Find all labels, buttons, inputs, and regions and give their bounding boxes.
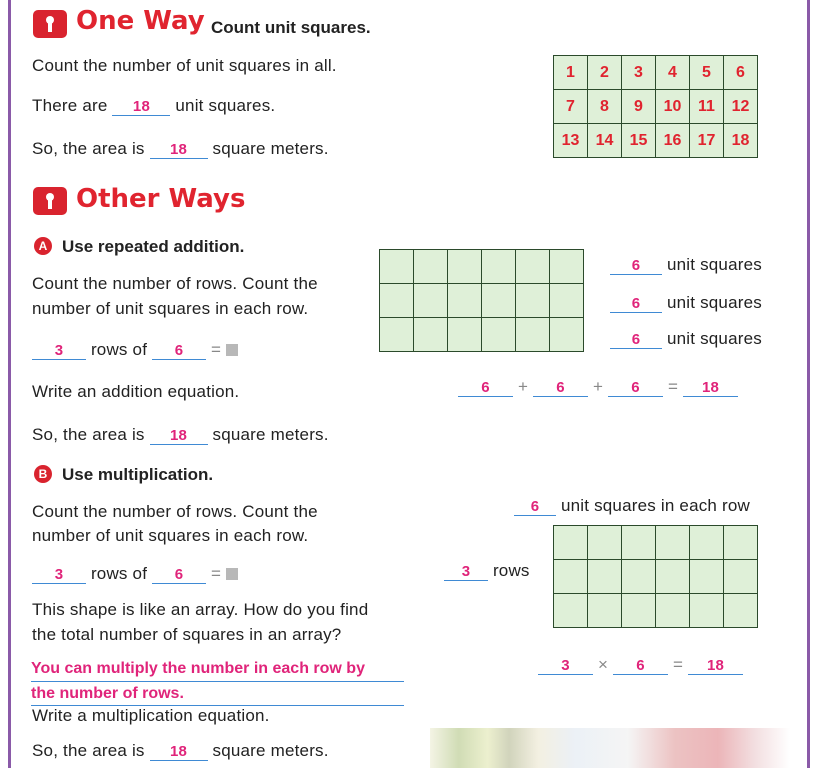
row-label: 6 unit squares [610,255,762,275]
answer-blank: 3 [32,343,86,360]
answer-line-2: the number of rows. [31,685,184,702]
unknown-square [226,344,238,356]
one-way-area-line: So, the area is 18 square meters. [32,139,329,158]
page-border-left [8,0,11,768]
grid-cell: 5 [690,56,724,90]
section-a-badge: A [34,237,52,255]
addition-equation: 6 + 6 + 6 = 18 [458,377,738,397]
answer-blank: 3 [32,567,86,584]
answer-blank: 3 [444,564,488,581]
grid-cell: 14 [588,124,622,158]
one-way-instruction: Count the number of unit squares in all. [32,56,337,75]
grid-cell: 3 [622,56,656,90]
section-b-title: Use multiplication. [62,465,214,484]
answer-line-1: You can multiply the number in each row by [31,660,365,677]
section-a-instruction-1: Count the number of rows. Count the [32,274,318,293]
grid-cell: 16 [656,124,690,158]
answer-blank: 6 [608,380,663,397]
answer-underline [31,681,404,682]
answer-blank: 18 [112,99,170,116]
grid-cell: 7 [554,90,588,124]
one-way-subtitle: Count unit squares. [211,18,371,37]
grid-cell: 13 [554,124,588,158]
one-way-heading: One Way [76,6,205,36]
answer-blank: 6 [610,296,662,313]
row-label: 6 unit squares [610,329,762,349]
section-b-badge: B [34,465,52,483]
rows-label: 3 rows [444,561,530,581]
answer-blank: 18 [683,380,738,397]
section-a-title: Use repeated addition. [62,237,245,256]
page-border-right [807,0,810,768]
section-b-rows-line: 3 rows of 6 = [32,564,238,584]
multiplication-equation: 3 × 6 = 18 [538,655,743,675]
other-ways-heading: Other Ways [76,184,246,214]
row-label: 6 unit squares [610,293,762,313]
answer-blank: 6 [610,332,662,349]
grid-cell: 9 [622,90,656,124]
section-b-instruction-2: number of unit squares in each row. [32,526,309,545]
grid-cell: 2 [588,56,622,90]
grid-cell: 11 [690,90,724,124]
numbered-grid [553,55,758,158]
blurred-watermark [430,728,790,768]
answer-blank: 6 [514,499,556,516]
answer-blank: 6 [610,258,662,275]
answer-blank: 18 [150,744,208,761]
section-b-area-line: So, the area is 18 square meters. [32,741,329,760]
answer-blank: 18 [150,428,208,445]
key-icon [33,187,67,215]
section-a-rows-line: 3 rows of 6 = [32,340,238,360]
grid-cell: 15 [622,124,656,158]
array-grid-a [379,249,584,352]
grid-cell: 18 [724,124,758,158]
there-are-line: There are 18 unit squares. [32,96,276,115]
grid-cell: 1 [554,56,588,90]
grid-cell: 10 [656,90,690,124]
unknown-square [226,568,238,580]
key-icon [33,10,67,38]
section-a-area-line: So, the area is 18 square meters. [32,425,329,444]
answer-blank: 18 [150,142,208,159]
array-grid-b [553,525,758,628]
grid-cell: 8 [588,90,622,124]
answer-blank: 6 [533,380,588,397]
answer-blank: 6 [458,380,513,397]
section-b-write-equation: Write a multiplication equation. [32,706,270,725]
grid-cell: 17 [690,124,724,158]
answer-blank: 18 [688,658,743,675]
answer-blank: 6 [152,343,206,360]
answer-blank: 3 [538,658,593,675]
array-question-2: the total number of squares in an array? [32,625,342,644]
grid-cell: 12 [724,90,758,124]
answer-blank: 6 [613,658,668,675]
section-b-instruction-1: Count the number of rows. Count the [32,502,318,521]
grid-cell: 6 [724,56,758,90]
grid-cell: 4 [656,56,690,90]
section-a-instruction-2: number of unit squares in each row. [32,299,309,318]
section-a-write-equation: Write an addition equation. [32,382,240,401]
each-row-label: 6 unit squares in each row [514,496,750,516]
array-question-1: This shape is like an array. How do you find [32,600,369,619]
answer-blank: 6 [152,567,206,584]
